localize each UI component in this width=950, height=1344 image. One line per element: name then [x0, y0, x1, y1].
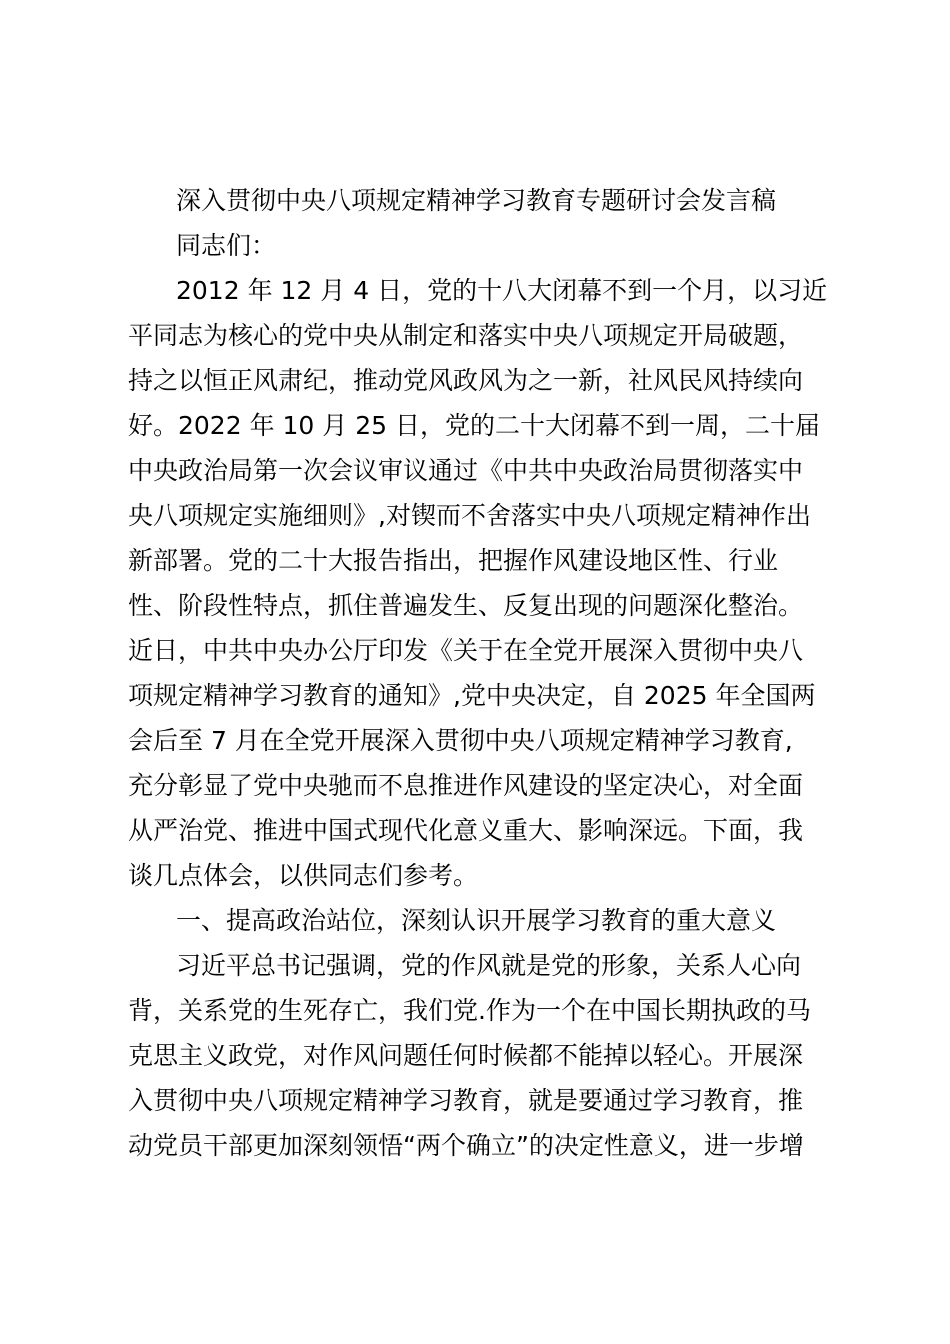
- paragraph-line: 克思主义政党，对作风问题任何时候都不能掉以轻心。开展深: [128, 1041, 804, 1070]
- paragraph-line: 充分彰显了党中央驰而不息推进作风建设的坚定决心，对全面: [128, 771, 804, 800]
- paragraph-line: 平同志为核心的党中央从制定和落实中央八项规定开局破题，: [128, 321, 804, 350]
- paragraph-line: 谈几点体会，以供同志们参考。: [128, 861, 479, 890]
- paragraph-line: 2012 年 12 月 4 日，党的十八大闭幕不到一个月，以习近: [176, 276, 828, 305]
- paragraph-line: 从严治党、推进中国式现代化意义重大、影响深远。下面，我: [128, 816, 804, 845]
- salutation: 同志们：: [176, 231, 277, 260]
- section-heading: 一、提高政治站位，深刻认识开展学习教育的重大意义: [176, 906, 777, 935]
- paragraph-line: 习近平总书记强调，党的作风就是党的形象，关系人心向: [176, 951, 802, 980]
- paragraph-line: 背，关系党的生死存亡，我们党.作为一个在中国长期执政的马: [128, 996, 811, 1025]
- paragraph-line: 中央政治局第一次会议审议通过《中共中央政治局贯彻落实中: [128, 456, 804, 485]
- paragraph-line: 会后至 7 月在全党开展深入贯彻中央八项规定精神学习教育,: [128, 726, 793, 755]
- document-title: 深入贯彻中央八项规定精神学习教育专题研讨会发言稿: [176, 186, 777, 215]
- paragraph-line: 入贯彻中央八项规定精神学习教育，就是要通过学习教育，推: [128, 1086, 804, 1115]
- paragraph-line: 央八项规定实施细则》,对锲而不舍落实中央八项规定精神作出: [128, 501, 811, 530]
- paragraph-line: 持之以恒正风肃纪，推动党风政风为之一新，社风民风持续向: [128, 366, 804, 395]
- paragraph-line: 新部署。党的二十大报告指出，把握作风建设地区性、行业: [128, 546, 779, 575]
- paragraph-line: 好。2022 年 10 月 25 日，党的二十大闭幕不到一周，二十届: [128, 411, 820, 440]
- paragraph-line: 近日，中共中央办公厅印发《关于在全党开展深入贯彻中央八: [128, 636, 804, 665]
- paragraph-line: 项规定精神学习教育的通知》,党中央决定，自 2025 年全国两: [128, 681, 816, 710]
- paragraph-line: 动党员干部更加深刻领悟“两个确立”的决定性意义，进一步增: [128, 1131, 804, 1160]
- paragraph-line: 性、阶段性特点，抓住普遍发生、反复出现的问题深化整治。: [128, 591, 804, 620]
